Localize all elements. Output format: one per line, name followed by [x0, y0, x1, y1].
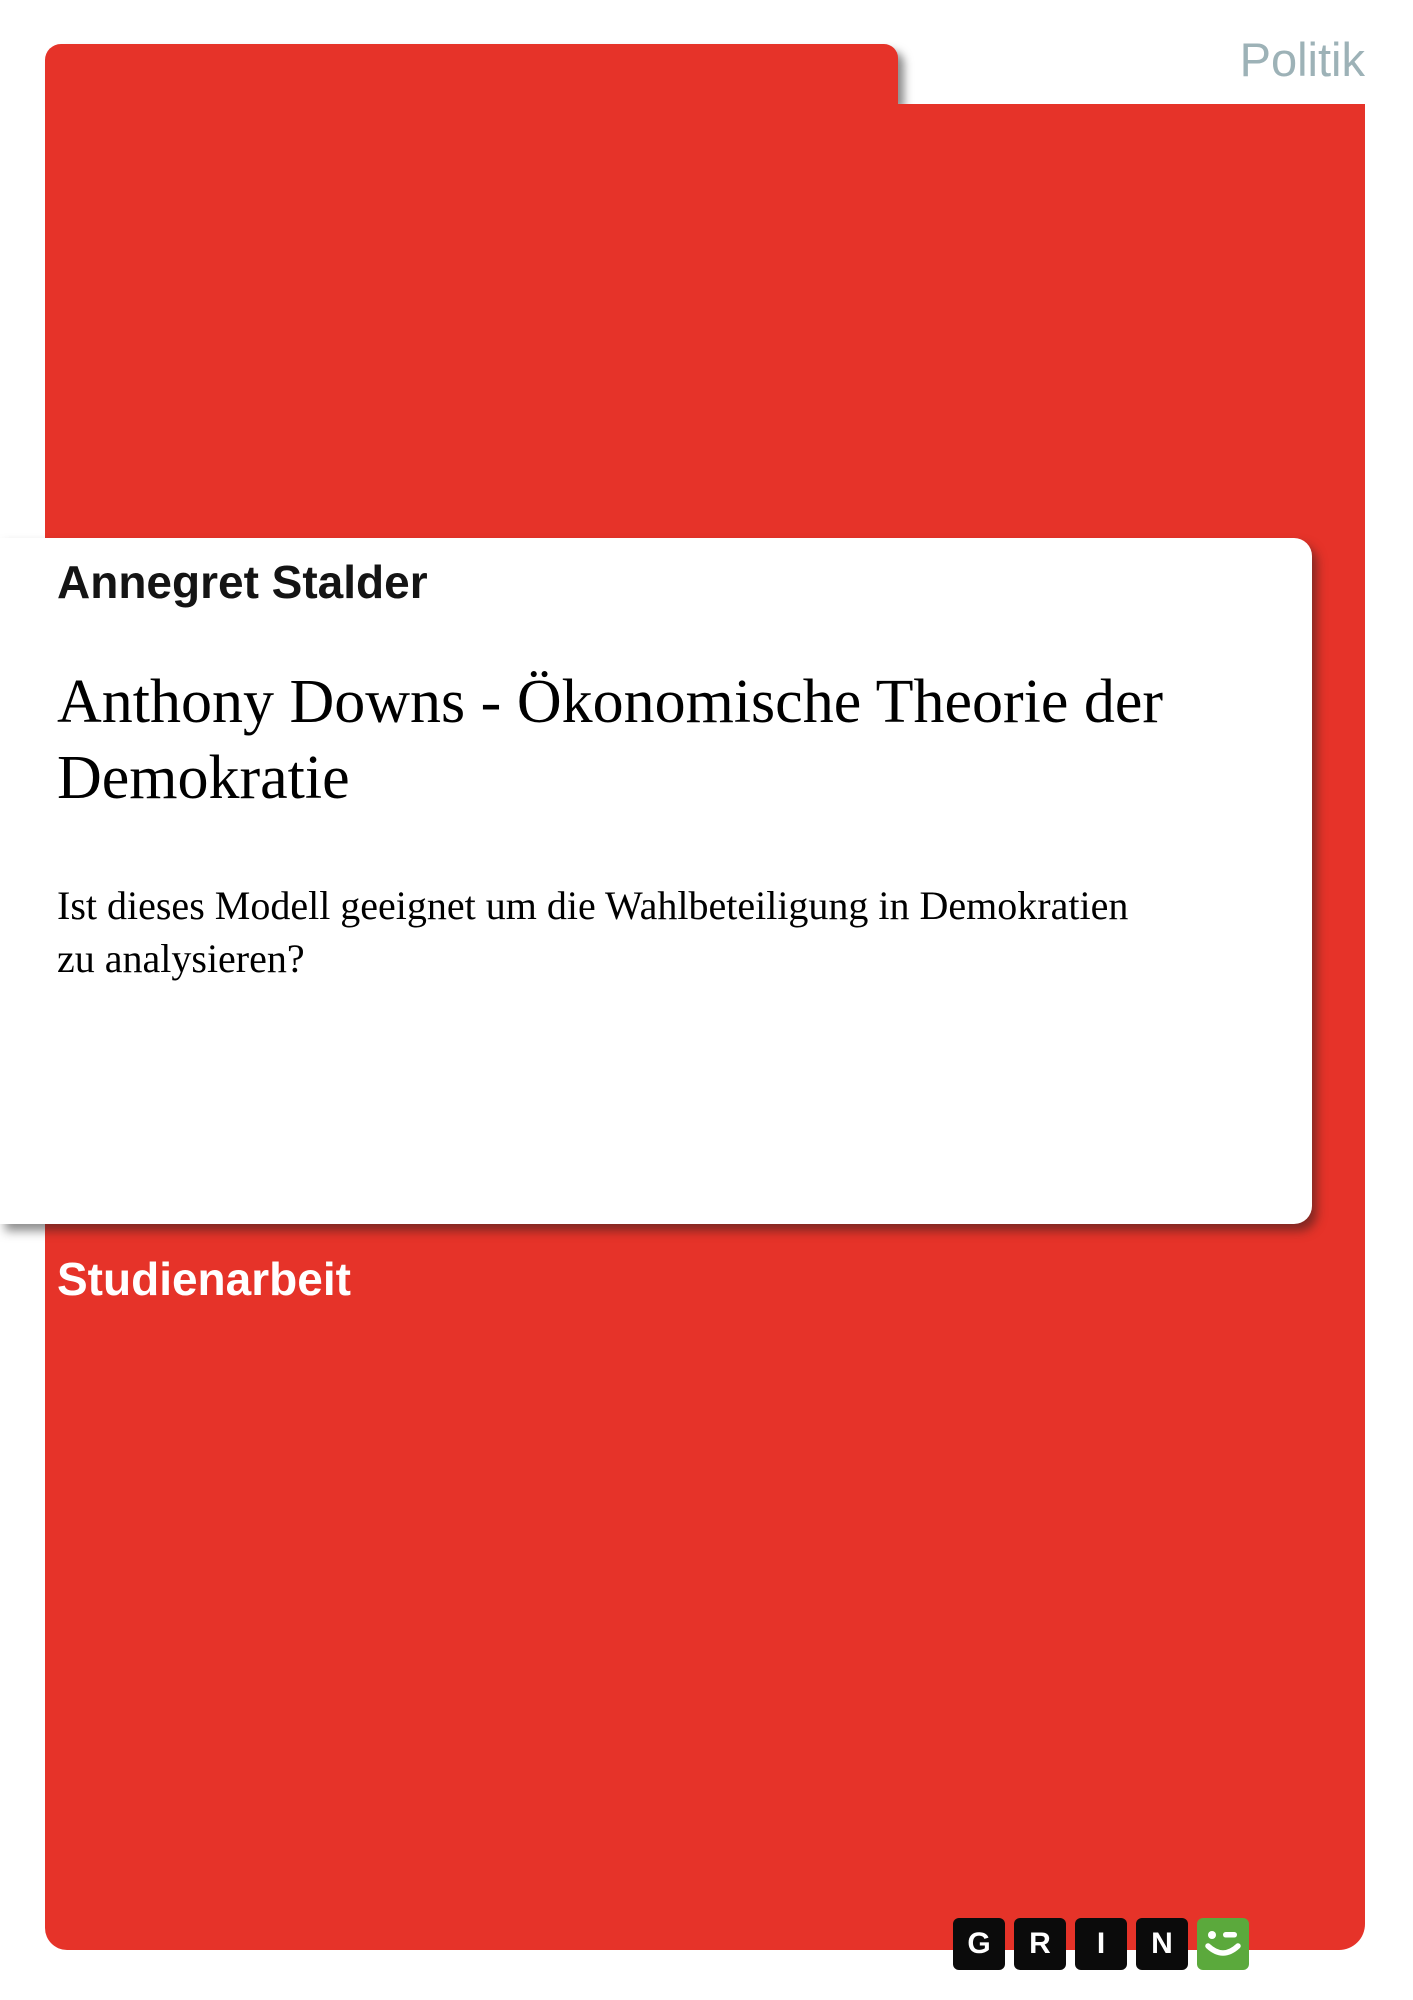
- grin-logo-letter-g: G: [953, 1918, 1005, 1970]
- grin-logo-letter-r: R: [1014, 1918, 1066, 1970]
- grin-smiley-icon: [1197, 1918, 1249, 1970]
- grin-logo-letter-i: I: [1075, 1918, 1127, 1970]
- red-banner-upper-block: [45, 44, 898, 105]
- document-type-label: Studienarbeit: [57, 1253, 351, 1305]
- grin-logo: [953, 1918, 1249, 1970]
- grin-logo-letter-n: N: [1136, 1918, 1188, 1970]
- title-card: [0, 538, 1312, 1224]
- author-name: Annegret Stalder: [57, 556, 428, 608]
- page-subtitle: Ist dieses Modell geeignet um die Wahlbeteiligung in Demokratien zu analysieren?: [57, 883, 1129, 981]
- category-label: Politik: [1239, 33, 1365, 86]
- page-title: Anthony Downs - Ökonomische Theorie der Demokratie: [57, 667, 1164, 812]
